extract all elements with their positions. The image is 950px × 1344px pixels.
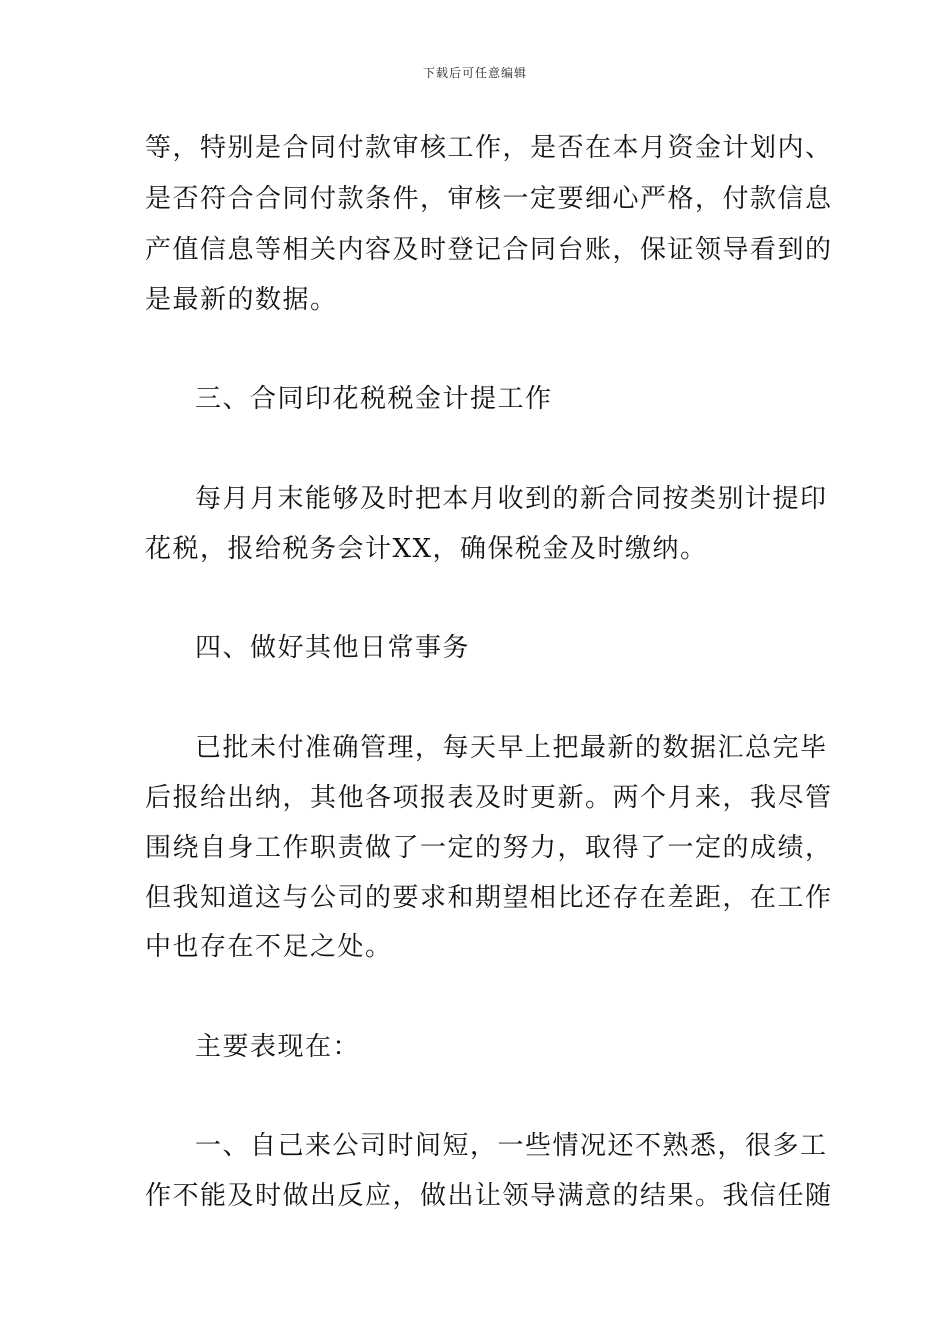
paragraph-line: 是否符合合同付款条件，审核一定要细心严格，付款信息 bbox=[145, 184, 833, 214]
paragraph-line: 作不能及时做出反应，做出让领导满意的结果。我信任随 bbox=[145, 1181, 833, 1211]
section-heading: 三、合同印花税税金计提工作 bbox=[195, 384, 553, 414]
paragraph-line: 每月月末能够及时把本月收到的新合同按类别计提印 bbox=[195, 484, 828, 514]
section-heading: 四、做好其他日常事务 bbox=[195, 633, 471, 663]
paragraph-line: 中也存在不足之处。 bbox=[145, 932, 393, 962]
paragraph-line: 已批未付准确管理，每天早上把最新的数据汇总完毕 bbox=[195, 733, 828, 763]
paragraph-line: 产值信息等相关内容及时登记合同台账，保证领导看到的 bbox=[145, 235, 833, 265]
section-heading: 主要表现在： bbox=[195, 1032, 361, 1062]
paragraph-line: 后报给出纳，其他各项报表及时更新。两个月来，我尽管 bbox=[145, 783, 833, 813]
paragraph-line: 围绕自身工作职责做了一定的努力，取得了一定的成绩， bbox=[145, 833, 833, 863]
paragraph-line: 等，特别是合同付款审核工作，是否在本月资金计划内、 bbox=[145, 133, 833, 163]
paragraph-line: 一、自己来公司时间短，一些情况还不熟悉，很多工 bbox=[195, 1131, 828, 1161]
paragraph-line: 花税，报给税务会计XX，确保税金及时缴纳。 bbox=[145, 534, 708, 564]
paragraph-line: 是最新的数据。 bbox=[145, 285, 338, 315]
paragraph-line: 但我知道这与公司的要求和期望相比还存在差距，在工作 bbox=[145, 883, 833, 913]
page-header: 下载后可任意编辑 bbox=[422, 66, 527, 80]
